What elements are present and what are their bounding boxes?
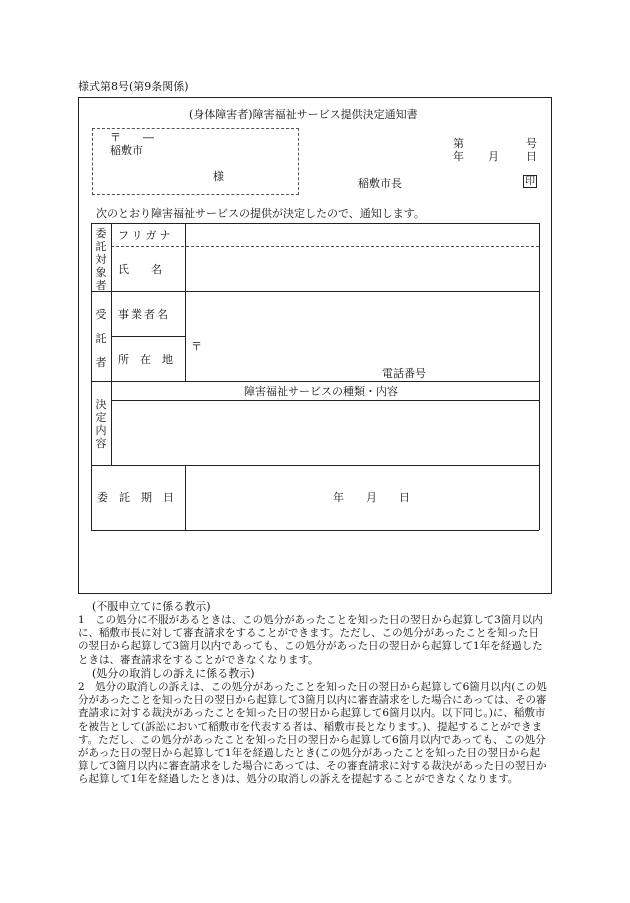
contractor-inner-divider	[111, 336, 185, 337]
service-header: 障害福祉サービスの種類・内容	[244, 385, 398, 398]
note-1: 1 この処分に不服があるときは、この処分があったことを知った日の翌日から起算して3箇月以内に、稲敷市長に対して審査請求をすることができます。ただし、この処分があったことを知った日の翌日から起算して3箇月以内であっても、この処分があった日の翌日から起算して1年を経過したときは、審査請求をすることができなくなります。	[78, 614, 543, 666]
date-month: 月	[488, 150, 499, 163]
table-row-divider	[91, 291, 539, 292]
table-right-border	[539, 223, 540, 530]
period-label: 委 託 期 日	[97, 491, 174, 504]
location-label: 所 在 地	[118, 353, 173, 366]
doc-number-dai: 第	[453, 137, 464, 150]
revocation-heading: (処分の取消しの訴えに係る教示)	[92, 667, 255, 680]
intro-text: 次のとおり障害福祉サービスの提供が決定したので、通知します。	[96, 207, 425, 220]
table-left-border	[91, 223, 92, 530]
table-row-divider	[91, 465, 539, 466]
form-label: 様式第8号(第9条関係)	[78, 80, 189, 93]
furigana-divider	[111, 246, 539, 247]
date-day: 日	[526, 150, 537, 163]
address-postal-mark: 〒 ―	[110, 131, 154, 144]
address-city: 稲敷市	[110, 144, 143, 157]
service-header-divider	[111, 400, 539, 401]
objection-heading: (不服申立てに係る教示)	[92, 600, 211, 613]
target-header: 委託対象者	[95, 227, 107, 292]
period-value: 年 月 日	[333, 491, 410, 504]
header-column-divider	[111, 223, 112, 465]
doc-number-go: 号	[526, 137, 537, 150]
location-postal-mark: 〒	[191, 340, 202, 353]
table-top-border	[91, 223, 539, 224]
business-name-label: 事業者名	[118, 308, 170, 321]
label-column-divider	[185, 223, 186, 381]
name-label: 氏 名	[118, 263, 162, 276]
table-row-divider	[91, 381, 539, 382]
period-column-divider	[185, 465, 186, 530]
date-year: 年	[453, 150, 464, 163]
issuer-title: 稲敷市長	[358, 177, 402, 190]
contractor-header: 受託者	[95, 308, 107, 369]
address-honorific: 様	[213, 170, 224, 183]
furigana-label: フリガナ	[118, 229, 174, 242]
note-2: 2 処分の取消しの訴えは、この処分があったことを知った日の翌日から起算して6箇月以内(この処分があったことを知った日の翌日から起算して3箇月以内に審査請求をした場合にあっては、その審査請求に対する裁決があったことを知った日の翌日から起算して6箇月以内。以下同じ。)に、稲敷市を被告として(訴訟において稲敷市を代表する者は、稲敷市長となります。)、提起することができます。ただし、この処分があったことを知った日の翌日から起算して6箇月以内であっても、この処分があった日の翌日から起算して1年を経過したとき(この処分があったことを知った日の翌日から起算して3箇月以内に審査請求をした場合にあっては、その審査請求に対する裁決があった日の翌日から起算して1年を経過したとき)は、処分の取消しの訴えを提起することができなくなります。	[78, 681, 547, 786]
seal-mark: 印	[525, 176, 535, 187]
table-bottom-border	[91, 530, 539, 531]
document-title: (身体障害者)障害福祉サービス提供決定通知書	[189, 108, 418, 121]
phone-label: 電話番号	[382, 367, 426, 380]
decision-header: 決定内容	[95, 398, 107, 450]
